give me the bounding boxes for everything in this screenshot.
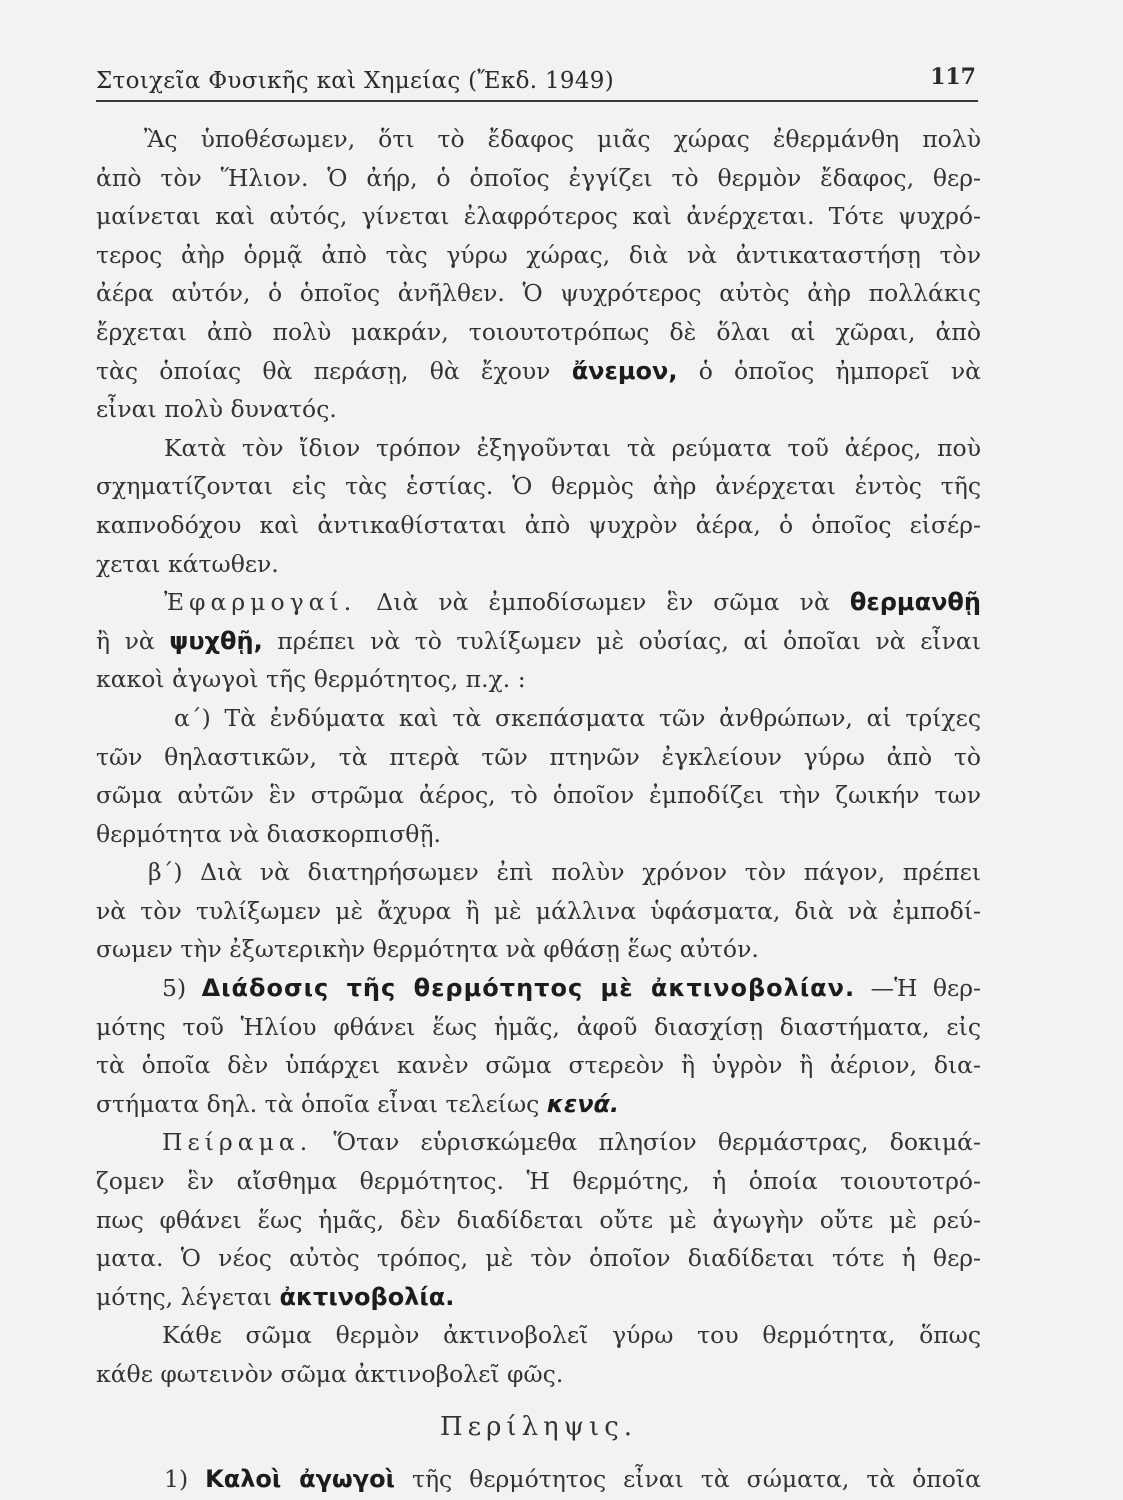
text-line — [96, 969, 981, 1008]
text-run: Διὰ νὰ ἐμποδίσωμεν ἓν σῶμα νὰ — [376, 588, 830, 617]
text-line — [96, 1278, 981, 1317]
text-line: τερος ἀὴρ ὁρμᾷ ἀπὸ τὰς γύρω χώρας, διὰ νὰ ἀντικαταστήσῃ τὸν — [96, 240, 981, 269]
text-run: —Ἡ θερ- — [870, 974, 981, 1003]
text-line: κάθε φωτεινὸν σῶμα ἀκτινοβολεῖ φῶς. — [96, 1360, 564, 1388]
book-title: Στοιχεῖα Φυσικῆς καὶ Χημείας (Ἔκδ. 1949) — [96, 68, 614, 94]
bold-term: θερμανθῇ — [849, 588, 981, 617]
text-line: ματα. Ὁ νέος αὐτὸς τρόπος, μὲ τὸν ὁποῖον διαδίδεται τότε ἡ θερ- — [96, 1244, 981, 1273]
text-run: Ὅταν εὑρισκώμεθα πλησίον θερμάστρας, δοκιμά- — [333, 1128, 981, 1157]
text-line: ἔρχεται ἀπὸ πολὺ μακράν, τοιουτοτρόπως δὲ ὅλαι αἱ χῶραι, ἀπὸ — [96, 317, 981, 346]
text-run: τῆς θερμότητος εἶναι τὰ σώματα, τὰ ὁποῖα — [411, 1465, 981, 1494]
text-line: νὰ τὸν τυλίξωμεν μὲ ἄχυρα ἢ μὲ μάλλινα ὑφάσματα, διὰ νὰ ἐμποδί- — [96, 896, 981, 925]
text-line: Κατὰ τὸν ἴδιον τρόπον ἐξηγοῦνται τὰ ρεύματα τοῦ ἀέρος, ποὺ — [164, 433, 981, 462]
text-run: πρέπει νὰ τὸ τυλίξωμεν μὲ οὐσίας, αἱ ὁποῖαι νὰ εἶναι — [277, 626, 981, 655]
text-line: τῶν θηλαστικῶν, τὰ πτερὰ τῶν πτηνῶν ἐγκλείουν γύρω ἀπὸ τὸ — [96, 742, 981, 771]
text-line: πως φθάνει ἕως ἡμᾶς, δὲν διαδίδεται οὔτε μὲ ἀγωγὴν οὔτε μὲ ρεύ- — [96, 1205, 981, 1234]
text-line — [96, 1460, 981, 1499]
text-line: χεται κάτωθεν. — [96, 549, 279, 578]
text-run: ἢ νὰ — [96, 626, 155, 655]
text-line — [96, 1123, 981, 1162]
section-heading: Διάδοσις τῆς θερμότητος μὲ ἀκτινοβολίαν. — [201, 974, 856, 1003]
text-line: α΄) Τὰ ἐνδύματα καὶ τὰ σκεπάσματα τῶν ἀνθρώπων, αἱ τρίχες — [174, 703, 981, 732]
text-line: Ἂς ὑποθέσωμεν, ὅτι τὸ ἔδαφος μιᾶς χώρας ἐθερμάνθη πολὺ — [144, 125, 981, 153]
text-line: σχηματίζονται εἰς τὰς ἑστίας. Ὁ θερμὸς ἀὴρ ἀνέρχεται ἐντὸς τῆς — [96, 472, 981, 501]
text-line: ἀέρα αὐτόν, ὁ ὁποῖος ἀνῆλθεν. Ὁ ψυχρότερος αὐτὸς ἀὴρ πολλάκις — [96, 279, 981, 308]
text-line: κακοὶ ἀγωγοὶ τῆς θερμότητος, π.χ. : — [96, 665, 526, 694]
text-line — [96, 1085, 981, 1124]
text-line: β΄) Διὰ νὰ διατηρήσωμεν ἐπὶ πολὺν χρόνον τὸν πάγον, πρέπει — [148, 858, 981, 887]
bold-term: κενά. — [546, 1089, 620, 1118]
text-line: εἶναι πολὺ δυνατός. — [96, 395, 337, 424]
text-line: τὰ ὁποῖα δὲν ὑπάρχει κανὲν σῶμα στερεὸν ἢ ὑγρὸν ἢ ἀέριον, δια- — [96, 1051, 981, 1080]
text-line: ζομεν ἓν αἴσθημα θερμότητος. Ἡ θερμότης, ἡ ὁποία τοιουτοτρό- — [96, 1167, 981, 1196]
text-line — [96, 352, 981, 391]
text-line: μαίνεται καὶ αὐτός, γίνεται ἐλαφρότερος καὶ ἀνέρχεται. Τότε ψυχρό- — [96, 202, 981, 231]
text-line: σωμεν τὴν ἐξωτερικὴν θερμότητα νὰ φθάσῃ ἕως αὐτόν. — [96, 935, 759, 964]
bold-term: ψυχθῇ, — [169, 626, 263, 655]
text-line: Κάθε σῶμα θερμὸν ἀκτινοβολεῖ γύρω του θερμότητα, ὅπως — [162, 1321, 981, 1350]
text-run: μότης, λέγεται — [96, 1282, 272, 1311]
running-header — [96, 58, 978, 102]
text-run: ὁ ὁποῖος ἠμπορεῖ νὰ — [698, 356, 981, 385]
spaced-heading: Πείραμα. — [162, 1128, 313, 1157]
summary-heading: Περίληψις. — [439, 1411, 638, 1442]
text-line — [96, 583, 981, 622]
spaced-heading: Ἐφαρμογαί. — [164, 588, 357, 617]
section-number: 5) — [162, 974, 187, 1003]
text-line: ἀπὸ τὸν Ἥλιον. Ὁ ἀήρ, ὁ ὁποῖος ἐγγίζει τὸ θερμὸν ἔδαφος, θερ- — [96, 163, 981, 192]
text-line: μότης τοῦ Ἡλίου φθάνει ἕως ἡμᾶς, ἀφοῦ διασχίσῃ διαστήματα, εἰς — [96, 1012, 981, 1041]
text-line — [96, 622, 981, 661]
text-line: καπνοδόχου καὶ ἀντικαθίσταται ἀπὸ ψυχρὸν ἀέρα, ὁ ὁποῖος εἰσέρ- — [96, 510, 981, 539]
page-number: 117 — [930, 64, 976, 90]
text-run: τὰς ὁποίας θὰ περάσῃ, θὰ ἔχουν — [96, 356, 551, 385]
text-run: στήματα δηλ. τὰ ὁποῖα εἶναι τελείως — [96, 1089, 540, 1118]
bold-term: ἄνεμον, — [571, 356, 678, 385]
bold-term: ἀκτινοβολία. — [279, 1282, 455, 1311]
page-body — [96, 120, 981, 1499]
bold-term: Καλοὶ ἀγωγοὶ — [205, 1465, 395, 1494]
text-line: σῶμα αὐτῶν ἓν στρῶμα ἀέρος, τὸ ὁποῖον ἐμποδίζει τὴν ζωικήν των — [96, 781, 981, 810]
text-line: θερμότητα νὰ διασκορπισθῇ. — [96, 819, 441, 848]
item-number: 1) — [164, 1465, 189, 1494]
